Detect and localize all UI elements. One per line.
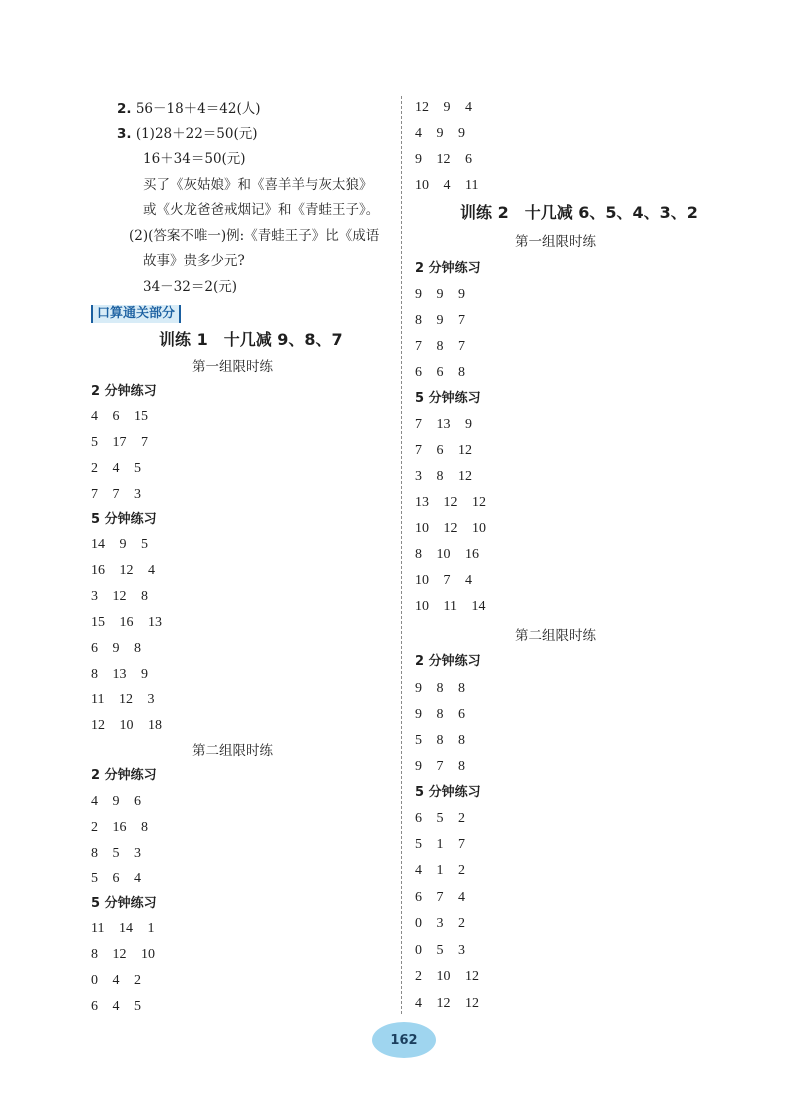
training2-group2-title: 第二组限时练 bbox=[515, 628, 596, 644]
answer-row: 7 13 9 bbox=[415, 417, 472, 432]
answer-row: 4 6 15 bbox=[91, 409, 148, 424]
answer-row: 10 12 10 bbox=[415, 521, 486, 536]
page-number-badge bbox=[372, 1022, 436, 1058]
training1-group2-2min-label: 2 分钟练习 bbox=[91, 768, 157, 783]
training1-group2-5min-label: 5 分钟练习 bbox=[91, 896, 157, 911]
answer-row: 5 8 8 bbox=[415, 733, 465, 748]
answer-3-line3: 买了《灰姑娘》和《喜羊羊与灰太狼》 bbox=[143, 177, 373, 193]
training1-group1-2min-label: 2 分钟练习 bbox=[91, 384, 157, 399]
answer-row: 0 3 2 bbox=[415, 916, 465, 931]
page-number: 162 bbox=[390, 1032, 418, 1048]
answer-row: 8 9 7 bbox=[415, 313, 465, 328]
training1-group1-5min-label: 5 分钟练习 bbox=[91, 512, 157, 527]
answer-row: 10 7 4 bbox=[415, 573, 472, 588]
answer-row: 9 8 8 bbox=[415, 681, 465, 696]
answer-row: 8 5 3 bbox=[91, 846, 141, 861]
answer-row: 3 8 12 bbox=[415, 469, 472, 484]
answer-row: 3 12 8 bbox=[91, 589, 148, 604]
training2-group1-5min-label: 5 分钟练习 bbox=[415, 391, 481, 406]
answer-row: 8 12 10 bbox=[91, 947, 155, 962]
answer-row: 2 4 5 bbox=[91, 461, 141, 476]
answer-row: 6 6 8 bbox=[415, 365, 465, 380]
answer-3-line6: 故事》贵多少元? bbox=[143, 253, 245, 269]
training2-group1-2min-label: 2 分钟练习 bbox=[415, 261, 481, 276]
column-divider bbox=[401, 96, 402, 1014]
answer-row: 9 12 6 bbox=[415, 152, 472, 167]
answer-row: 6 5 2 bbox=[415, 811, 465, 826]
answer-row: 12 9 4 bbox=[415, 100, 472, 115]
answer-3-line5: (2)(答案不唯一)例:《青蛙王子》比《成语 bbox=[129, 228, 380, 244]
answer-3-line1 bbox=[117, 125, 258, 143]
answer-row: 10 4 11 bbox=[415, 178, 479, 193]
answer-row: 2 16 8 bbox=[91, 820, 148, 835]
answer-row: 5 6 4 bbox=[91, 871, 141, 886]
answer-3-text: (1)28＋22＝50(元) bbox=[135, 126, 258, 142]
answer-row: 5 17 7 bbox=[91, 435, 148, 450]
answer-row: 6 9 8 bbox=[91, 641, 141, 656]
answer-row: 6 7 4 bbox=[415, 890, 465, 905]
section-label: 口算通关部分 bbox=[91, 305, 181, 323]
answer-row: 4 1 2 bbox=[415, 863, 465, 878]
answer-row: 4 9 9 bbox=[415, 126, 465, 141]
answer-row: 15 16 13 bbox=[91, 615, 162, 630]
training1-title: 训练 1 十几减 9、8、7 bbox=[159, 330, 343, 349]
answer-row: 0 5 3 bbox=[415, 943, 465, 958]
answer-row: 7 8 7 bbox=[415, 339, 465, 354]
answer-3-line4: 或《火龙爸爸戒烟记》和《青蛙王子》。 bbox=[143, 202, 380, 218]
training1-group2-title: 第二组限时练 bbox=[192, 743, 273, 759]
answer-row: 8 13 9 bbox=[91, 667, 148, 682]
answer-row: 12 10 18 bbox=[91, 718, 162, 733]
answer-2 bbox=[117, 100, 261, 118]
answer-row: 9 9 9 bbox=[415, 287, 465, 302]
answer-row: 11 14 1 bbox=[91, 921, 155, 936]
training2-group1-title: 第一组限时练 bbox=[515, 234, 596, 250]
answer-row: 16 12 4 bbox=[91, 563, 155, 578]
answer-row: 11 12 3 bbox=[91, 692, 155, 707]
answer-3-number: 3. bbox=[117, 126, 132, 142]
answer-row: 10 11 14 bbox=[415, 599, 486, 614]
answer-row: 5 1 7 bbox=[415, 837, 465, 852]
training1-group1-title: 第一组限时练 bbox=[192, 359, 273, 375]
answer-row: 6 4 5 bbox=[91, 999, 141, 1014]
answer-row: 14 9 5 bbox=[91, 537, 148, 552]
training2-group2-2min-label: 2 分钟练习 bbox=[415, 654, 481, 669]
answer-row: 8 10 16 bbox=[415, 547, 479, 562]
answer-row: 0 4 2 bbox=[91, 973, 141, 988]
training2-title: 训练 2 十几减 6、5、4、3、2 bbox=[460, 203, 698, 222]
answer-3-line2: 16＋34＝50(元) bbox=[143, 151, 246, 167]
answer-row: 7 6 12 bbox=[415, 443, 472, 458]
answer-row: 7 7 3 bbox=[91, 487, 141, 502]
answer-row: 4 9 6 bbox=[91, 794, 141, 809]
answer-row: 9 8 6 bbox=[415, 707, 465, 722]
answer-row: 13 12 12 bbox=[415, 495, 486, 510]
training2-group2-5min-label: 5 分钟练习 bbox=[415, 785, 481, 800]
answer-2-text: 56－18＋4＝42(人) bbox=[135, 101, 261, 117]
answer-row: 4 12 12 bbox=[415, 996, 479, 1011]
answer-2-number: 2. bbox=[117, 101, 132, 117]
answer-3-line7: 34－32＝2(元) bbox=[143, 279, 237, 295]
answer-row: 9 7 8 bbox=[415, 759, 465, 774]
answer-row: 2 10 12 bbox=[415, 969, 479, 984]
